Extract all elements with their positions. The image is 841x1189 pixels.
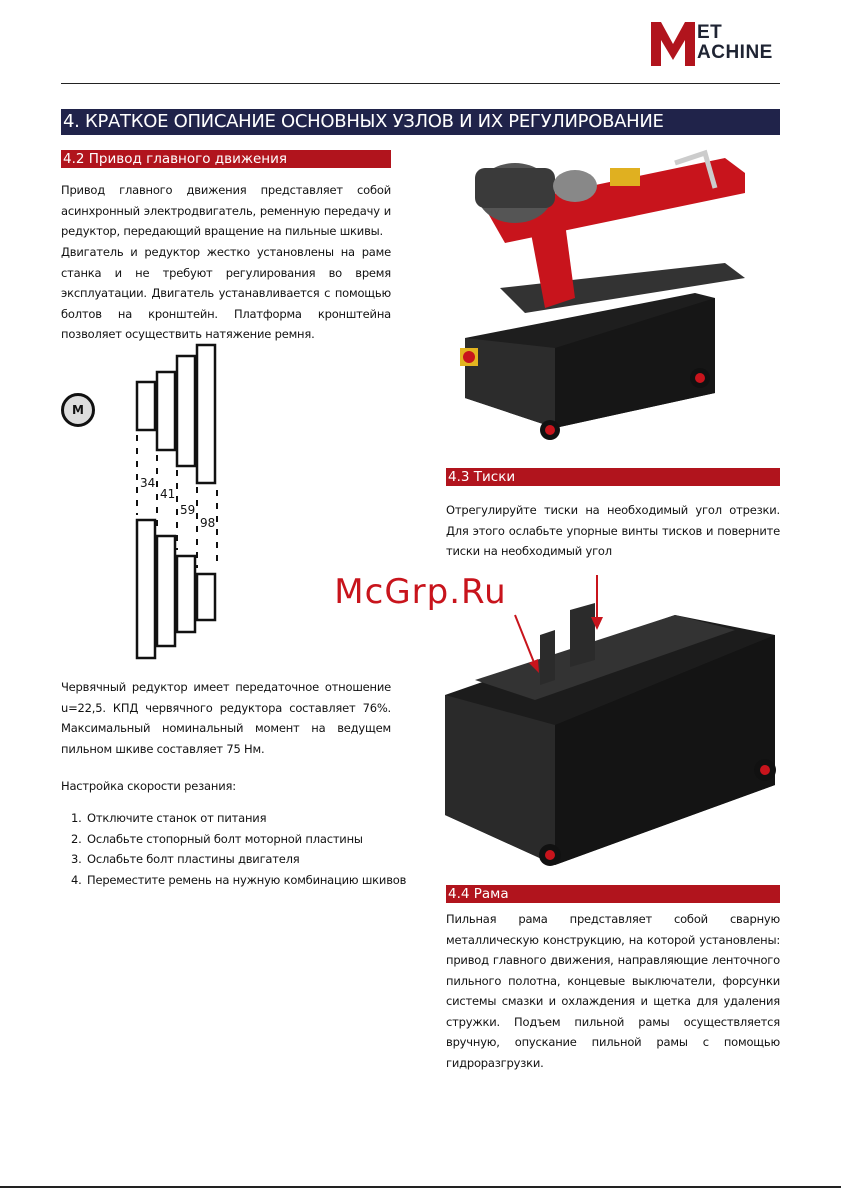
section-heading-4-4: 4.4 Рама [446,885,780,903]
brand-logo [651,22,783,68]
vise-photo [445,575,780,870]
bandsaw-photo [445,148,780,448]
section-heading-4-2: 4.2 Привод главного движения [61,150,391,168]
motor-pulley-step-3 [177,356,195,466]
header-divider [61,83,780,84]
logo-line-1: ET [697,22,723,43]
logo-m-icon [651,22,695,66]
motor-icon: M [61,393,95,427]
footer-divider [0,1186,841,1188]
list-item: 1. Отключите станок от питания [85,808,406,829]
pulley-diagram [120,340,230,665]
drive-paragraph-1: Привод главного движения представляет собой асинхронный электродвигатель, ременную передачу и редуктор, передающий вращение на пильные шкивы. [61,183,391,238]
list-item: 4. Переместите ремень на нужную комбинацию шкивов [85,870,406,891]
speed-label-98: 98 [200,516,216,530]
motor-pulley-step-1 [137,382,155,430]
speed-label-41: 41 [160,487,176,501]
drive-paragraph-2: Двигатель и редуктор жестко установлены на раме станка и не требуют регулирования во время эксплуатации. Двигатель устанавливается с помощью болтов на кронштейн. Платформа кронштейна позволяет осуществить натяжение ремня. [61,245,391,341]
speed-settings-steps [61,808,406,890]
reducer-paragraph: Червячный редуктор имеет передаточное отношение u=22,5. КПД червячного редуктора составляет 76%. Максимальный номинальный момент на ведущем пильном шкиве составляет 75 Нм. [61,680,391,756]
speed-settings-title: Настройка скорости резания: [61,779,236,793]
watermark: McGrp.Ru [334,572,507,612]
frame-paragraph: Пильная рама представляет собой сварную металлическую конструкцию, на которой установлены: привод главного движения, направляющие ленточного пильного полотна, концевые выключатели, форсунки системы смазки и охлаждения и щетка для удаления стружки. Подъем пильной рамы осуществляется вручную, опускание пильной рамы с помощью гидроразгрузки. [446,912,780,1070]
speed-label-59: 59 [180,503,196,517]
page-title: 4. КРАТКОЕ ОПИСАНИЕ ОСНОВНЫХ УЗЛОВ И ИХ РЕГУЛИРОВАНИЕ [61,109,780,135]
speed-label-34: 34 [140,476,156,490]
motor-pulley-step-2 [157,372,175,450]
logo-line-2: ACHINE [697,42,773,63]
vise-paragraph: Отрегулируйте тиски на необходимый угол отрезки. Для этого ослабьте упорные винты тисков и поверните тиски на необходимый угол [446,503,780,558]
section-heading-4-3: 4.3 Тиски [446,468,780,486]
list-item: 3. Ослабьте болт пластины двигателя [85,849,406,870]
list-item: 2. Ослабьте стопорный болт моторной пластины [85,829,406,850]
motor-pulley-step-4 [197,345,215,483]
